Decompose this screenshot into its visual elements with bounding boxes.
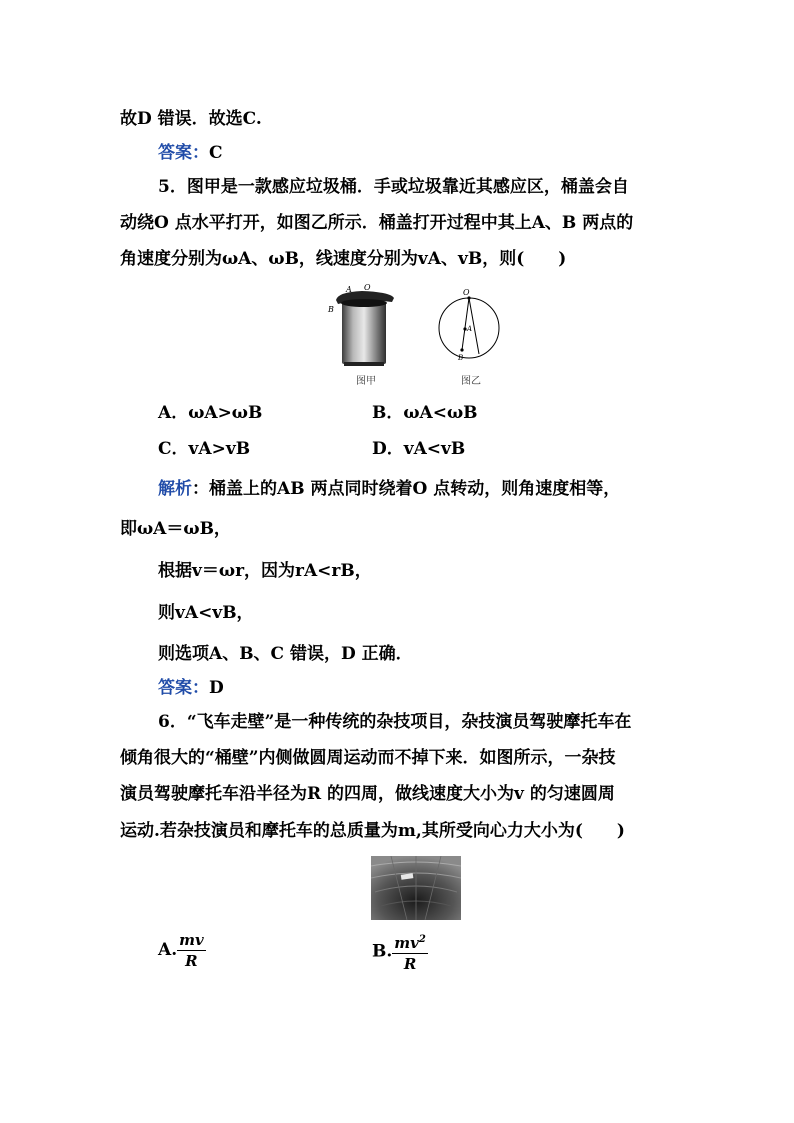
- answer-label: 答案：: [158, 143, 209, 163]
- answer-line: [158, 142, 223, 164]
- q6-line-2: 倾角很大的“桶壁”内侧做圆周运动而不掉下来．如图所示，一杂技: [120, 748, 616, 768]
- answer-line: [158, 677, 224, 699]
- figure-caption-right: 图乙: [461, 376, 481, 387]
- answer-label: 答案：: [158, 678, 209, 698]
- figure-caption-left: 图甲: [356, 376, 376, 387]
- analysis-text: ：桶盖上的AB 两点同时绕着O 点转动，则角速度相等，: [192, 479, 621, 499]
- q6-line-3: 演员驾驶摩托车沿半径为R 的四周，做线速度大小为v 的匀速圆周: [120, 784, 615, 804]
- option-b: B．ωA<ωB: [372, 403, 478, 423]
- option-b: [372, 930, 428, 974]
- q6-line-1: 6．“飞车走壁”是一种传统的杂技项目，杂技演员驾驶摩托车在: [158, 712, 632, 732]
- analysis-line-4: 则vA<vB，: [158, 603, 254, 623]
- analysis-line-2: 即ωA＝ωB，: [120, 519, 231, 539]
- denominator: R: [185, 952, 198, 970]
- option-a: [158, 930, 206, 971]
- q5-line-3: 角速度分别为ωA、ωB，线速度分别为vA、vB，则( ): [120, 249, 567, 269]
- label-b: B: [458, 354, 464, 362]
- option-a: A．ωA>ωB: [158, 403, 263, 423]
- text-line: 故D 错误．故选C.: [120, 109, 262, 129]
- label-a: A: [467, 325, 473, 333]
- numerator-base: mv: [394, 934, 419, 952]
- q6-line-4: 运动.若杂技演员和摩托车的总质量为m,其所受向心力大小为( ): [120, 821, 625, 841]
- answer-value: D: [209, 678, 224, 698]
- barrel-wall-photo: [371, 856, 461, 920]
- option-a-label: A.: [158, 940, 178, 960]
- analysis-line-1: [158, 478, 620, 500]
- fraction: [177, 930, 206, 971]
- label-b: B: [328, 305, 334, 314]
- q5-line-2: 动绕O 点水平打开，如图乙所示．桶盖打开过程中其上A、B 两点的: [120, 213, 634, 233]
- label-o: O: [463, 288, 470, 297]
- option-b-label: B.: [372, 941, 393, 962]
- label-a: A: [346, 285, 352, 294]
- analysis-line-3: 根据v＝ωr，因为rA<rB，: [158, 561, 372, 581]
- exponent: 2: [418, 934, 426, 945]
- analysis-line-5: 则选项A、B、C 错误，D 正确．: [158, 644, 413, 664]
- circle-diagram: [436, 284, 502, 370]
- trash-can-figure: [322, 282, 412, 374]
- numerator: [392, 930, 428, 954]
- label-o: O: [364, 283, 371, 292]
- option-c: C．vA>vB: [158, 439, 251, 459]
- analysis-label: 解析: [158, 479, 192, 499]
- numerator: mv: [179, 931, 204, 949]
- answer-value: C: [209, 143, 223, 163]
- denominator: R: [403, 955, 417, 973]
- option-d: D．vA<vB: [372, 439, 466, 459]
- q5-line-1: 5．图甲是一款感应垃圾桶．手或垃圾靠近其感应区，桶盖会自: [158, 177, 629, 197]
- fraction: [392, 930, 428, 974]
